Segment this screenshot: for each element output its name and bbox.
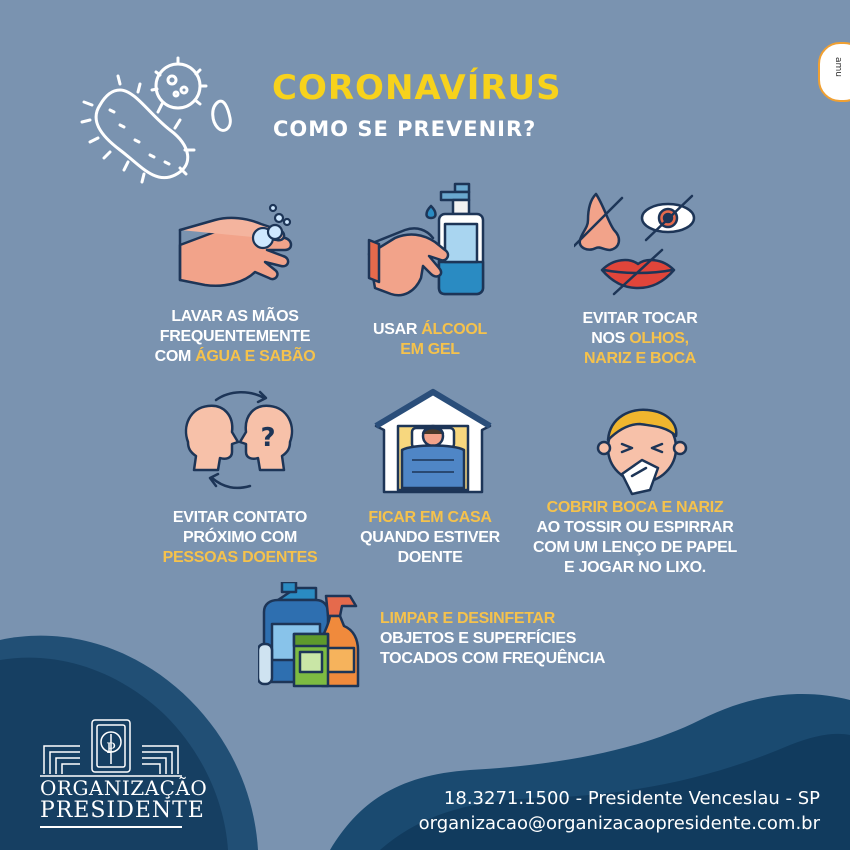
brand-name-line2: PRESIDENTE: [40, 798, 205, 823]
bacteria-virus-icon: [80, 50, 240, 190]
corner-badge-label: amu: [833, 57, 843, 77]
corner-badge: [818, 42, 850, 102]
tip-avoid-touching-face: EVITAR TOCAR NOS OLHOS, NARIZ E BOCA: [582, 310, 698, 367]
contact-phone-city: 18.3271.1500 - Presidente Venceslau - SP: [443, 788, 820, 809]
hand-sanitizer-icon: [365, 182, 500, 307]
logo-letter: P: [106, 741, 116, 757]
brand-underline: [40, 826, 182, 828]
tip-clean-surfaces: LIMPAR E DESINFETAR OBJETOS E SUPERFÍCIES TOCADOS COM FREQUÊNCIA: [380, 610, 606, 667]
two-heads-exchange-icon: [180, 390, 298, 490]
washing-hands-icon: [175, 200, 300, 295]
page-title: CORONAVÍRUS: [272, 68, 562, 108]
tip-avoid-contact: EVITAR CONTATO PRÓXIMO COM PESSOAS DOENTES: [162, 509, 318, 566]
tip-alcohol-gel: USAR ÁLCOOL EM GEL: [372, 321, 488, 358]
tip-stay-home: FICAR EM CASA QUANDO ESTIVER DOENTE: [360, 509, 500, 566]
page-subtitle: COMO SE PREVENIR?: [273, 117, 537, 141]
cleaning-products-icon: [258, 582, 362, 690]
svg-text:?: ?: [260, 423, 276, 453]
tip-cover-mouth-nose: COBRIR BOCA E NARIZ AO TOSSIR OU ESPIRRAR COM UM LENÇO DE PAPEL E JOGAR NO LIXO.: [532, 499, 738, 576]
sick-person-at-home-icon: [372, 388, 494, 496]
contact-email[interactable]: organizacao@organizacaopresidente.com.br: [418, 813, 820, 834]
person-coughing-tissue-icon: [592, 404, 692, 496]
brand-name-line1: ORGANIZAÇÃO: [40, 776, 208, 800]
organizacao-presidente-logo: [40, 718, 182, 778]
nose-eye-mouth-crossed-icon: [574, 192, 704, 300]
tip-wash-hands: LAVAR AS MÃOS FREQUENTEMENTE COM ÁGUA E SABÃO: [154, 308, 316, 365]
